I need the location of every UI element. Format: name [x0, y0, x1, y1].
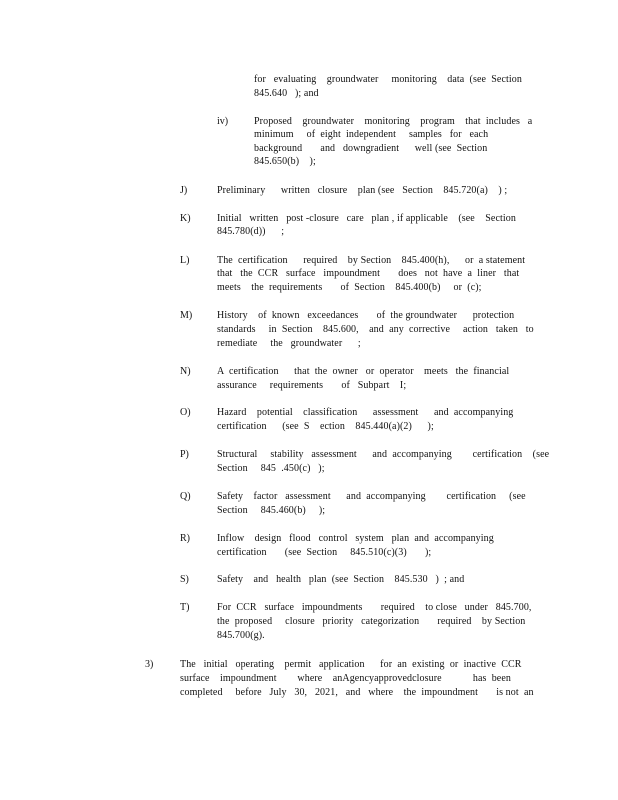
list-marker-o: O) — [180, 407, 191, 418]
text-line: Section 845.460(b) ); — [217, 505, 326, 516]
list-marker-3: 3) — [145, 659, 154, 670]
text-line: background and downgradient well (see Section — [254, 143, 488, 154]
list-marker-m: M) — [180, 310, 193, 321]
list-marker-j: J) — [180, 185, 188, 196]
text-line: certification (see S ection 845.440(a)(2) ); — [217, 421, 434, 432]
text-line: minimum of eight independent samples for each — [254, 129, 489, 140]
list-marker-p: P) — [180, 449, 189, 460]
text-line: For CCR surface impoundments required to close under 845.700, — [217, 602, 532, 613]
list-marker-s: S) — [180, 574, 189, 585]
text-line: Structural stability assessment and accompanying certification (see — [217, 449, 550, 460]
text-line: assurance requirements of Subpart I; — [217, 380, 407, 391]
text-line: A certification that the owner or operator meets the financial — [217, 366, 510, 377]
text-line: Proposed groundwater monitoring program that includes a — [254, 116, 533, 127]
text-line: meets the requirements of Section 845.400(b) or (c); — [217, 282, 482, 293]
list-marker-r: R) — [180, 533, 190, 544]
text-line: Safety factor assessment and accompanying certification (see — [217, 491, 526, 502]
list-marker-n: N) — [180, 366, 191, 377]
text-line: for evaluating groundwater monitoring data (see Section — [254, 74, 522, 85]
text-line: Safety and health plan (see Section 845.530 ) ; and — [217, 574, 465, 585]
text-line: Initial written post -closure care plan , if applicable (see Section — [217, 213, 516, 224]
text-line: Hazard potential classification assessment and accompanying — [217, 407, 514, 418]
text-line: 845.640 ); and — [254, 88, 319, 99]
list-marker-l: L) — [180, 255, 190, 266]
list-marker-k: K) — [180, 213, 191, 224]
text-line: Preliminary written closure plan (see Section 845.720(a) ) ; — [217, 185, 508, 196]
text-line: that the CCR surface impoundment does not have a liner that — [217, 268, 520, 279]
text-line: Inflow design flood control system plan and accompanying — [217, 533, 494, 544]
text-line: 845.650(b) ); — [254, 156, 316, 167]
text-line: standards in Section 845.600, and any corrective action taken to — [217, 324, 534, 335]
text-line: the proposed closure priority categorization required by Section — [217, 616, 526, 627]
text-line: Section 845 .450(c) ); — [217, 463, 325, 474]
text-line: certification (see Section 845.510(c)(3) ); — [217, 547, 432, 558]
text-line: 845.700(g). — [217, 630, 265, 641]
text-line: The initial operating permit application for an existing or inactive CCR — [180, 659, 522, 670]
text-line: 845.780(d)) ; — [217, 226, 285, 237]
text-line: History of known exceedances of the groundwater protection — [217, 310, 515, 321]
list-marker-t: T) — [180, 602, 190, 613]
list-marker-q: Q) — [180, 491, 191, 502]
list-marker-iv: iv) — [217, 116, 229, 127]
text-line: completed before July 30, 2021, and where the impoundment is not an — [180, 687, 534, 698]
text-line: The certification required by Section 845.400(h), or a statement — [217, 255, 526, 266]
text-line: remediate the groundwater ; — [217, 338, 361, 349]
text-line: surface impoundment where anAgencyapprovedclosure has been — [180, 673, 511, 684]
